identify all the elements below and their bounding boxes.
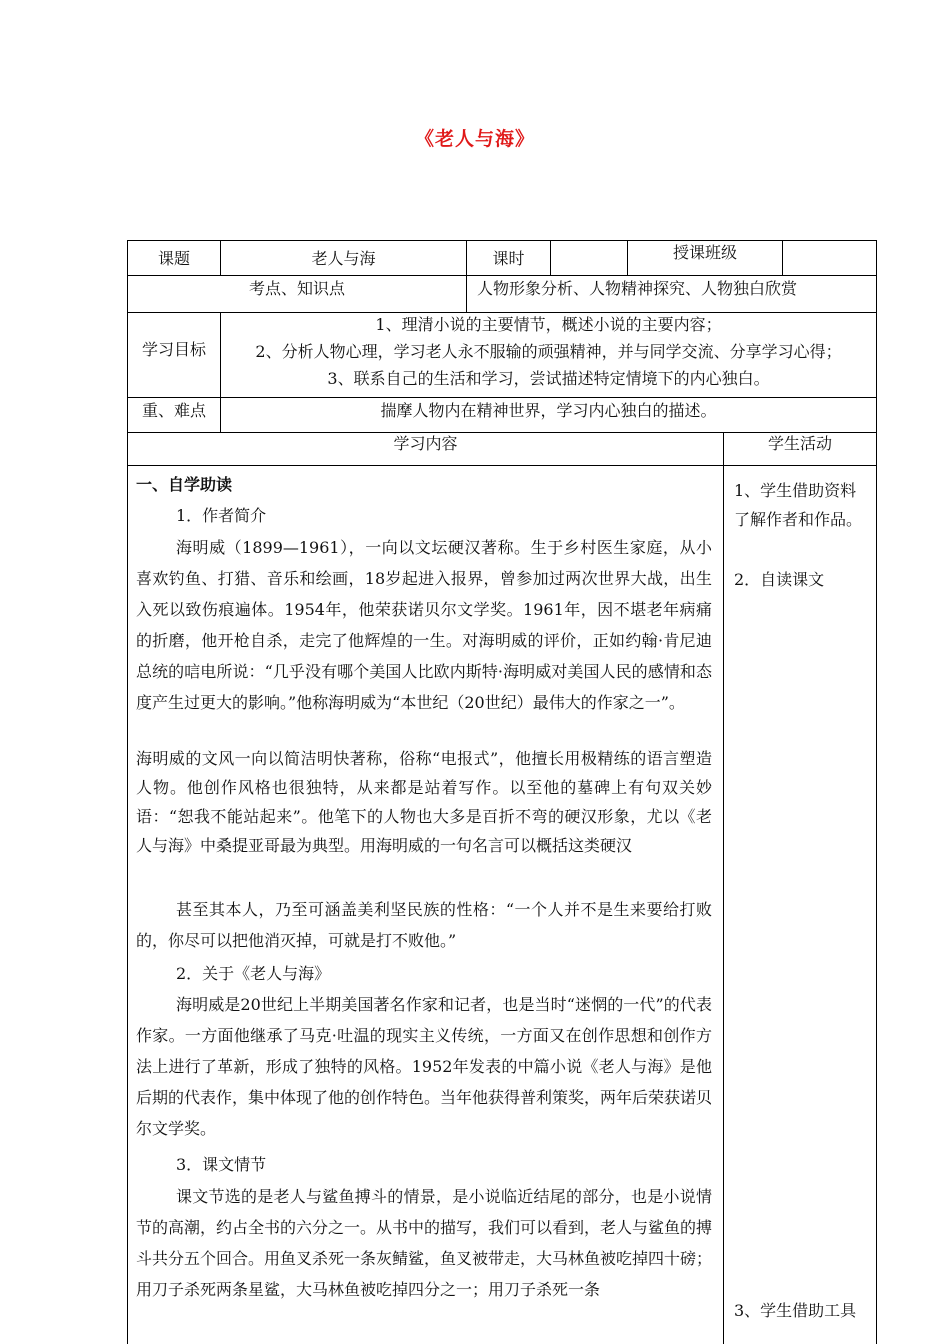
difficulty-label: 重、难点 <box>141 401 206 420</box>
points-label: 考点、知识点 <box>248 279 345 298</box>
paragraph-novel: 海明威是20世纪上半期美国著名作家和记者，也是当时“迷惘的一代”的代表作家。一方面他继承了马克·吐温的现实主义传统，一方面又在创作思想和创作方法上进行了革新，形成了独特的风格。1952年发表的中篇小说《老人与海》是他后期的代表作，集中体现了他的创作特色。当年他获得普利策奖，两年后荣获诺贝尔文学奖。 <box>136 995 713 1138</box>
paragraph-author-bio: 海明威（1899—1961），一向以文坛硬汉著称。生于乡村医生家庭，从小喜欢钓鱼、打猎、音乐和绘画，18岁起进入报界，曾参加过两次世界大战，出生入死以致伤痕遍体。1954年，他荣获诺贝尔文学奖。1961年，因不堪老年病痛的折磨，他开枪自杀，走完了他辉煌的一生。对海明威的评价，正如约翰·肯尼迪总统的唁电所说：“几乎没有哪个美国人比欧内斯特·海明威对美国人民的感情和态度产生过更大的影响。”他称海明威为“本世纪（20世纪）最伟大的作家之一”。 <box>136 538 712 712</box>
content-header: 学习内容 <box>393 434 458 453</box>
topic-value: 老人与海 <box>311 249 376 268</box>
difficulty-value: 揣摩人物内在精神世界，学习内心独白的描述。 <box>380 401 717 420</box>
activity-item: 2．自读课文 <box>734 570 825 589</box>
paragraph-plot: 课文节选的是老人与鲨鱼搏斗的情景，是小说临近结尾的部分，也是小说情节的高潮，约占全书的六分之一。从书中的描写，我们可以看到，老人与鲨鱼的搏斗共分五个回合。用鱼叉杀死一条灰鲭鲨，鱼叉被带走，大马林鱼被吃掉四十磅；用刀子杀死两条星鲨，大马林鱼被吃掉四分之一；用刀子杀死一条 <box>136 1187 713 1299</box>
goal-item: 3、联系自己的生活和学习，尝试描述特定情境下的内心独白。 <box>327 369 770 388</box>
paragraph-style: 海明威的文风一向以简洁明快著称，俗称“电报式”，他擅长用极精练的语言塑造人物。他创作风格也很独特，从来都是站着写作。以至他的墓碑上有句双关妙语：“恕我不能站起来”。他笔下的人物也大多是百折不弯的硬汉形象，尤以《老人与海》中桑提亚哥最为典型。用海明威的一句名言可以概括这类硬汉 <box>136 749 712 855</box>
period-label: 课时 <box>492 249 525 268</box>
goals-label: 学习目标 <box>141 340 206 359</box>
subheading-plot: 3．课文情节 <box>176 1155 267 1174</box>
activity-item: 1、学生借助资料了解作者和作品。 <box>734 481 863 529</box>
paragraph-quote: 甚至其本人，乃至可涵盖美利坚民族的性格：“一个人并不是生来要给打败的，你尽可以把他消灭掉，可就是打不败他。” <box>136 900 712 950</box>
topic-label: 课题 <box>157 249 190 268</box>
subheading-author: 1．作者简介 <box>176 506 267 525</box>
activity-header: 学生活动 <box>767 434 832 453</box>
subheading-novel: 2．关于《老人与海》 <box>176 964 331 983</box>
points-value: 人物形象分析、人物精神探究、人物独白欣赏 <box>477 279 798 298</box>
goal-item: 1、理清小说的主要情节，概述小说的主要内容； <box>375 315 722 334</box>
activity-item: 3、学生借助工具 <box>734 1301 857 1320</box>
goal-item: 2、分析人物心理，学习老人永不服输的顽强精神，并与同学交流、分享学习心得； <box>255 342 842 361</box>
document-title: 《老人与海》 <box>414 128 535 150</box>
section-heading: 一、自学助读 <box>136 475 233 494</box>
class-label: 授课班级 <box>672 243 737 262</box>
